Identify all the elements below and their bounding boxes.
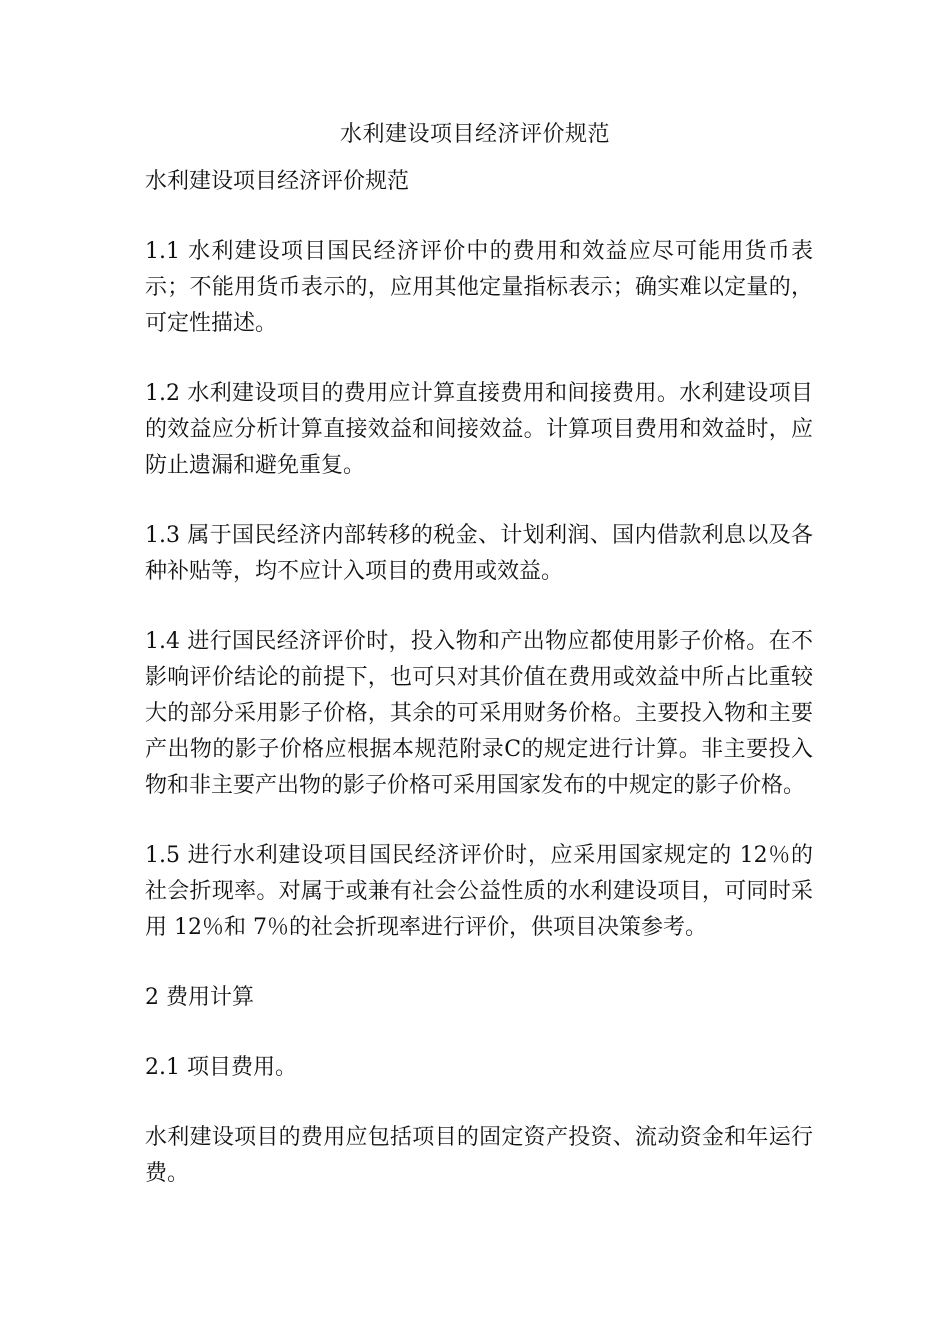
paragraph-1-1: 1.1 水利建设项目国民经济评价中的费用和效益应尽可能用货币表示；不能用货币表示的，应用其他定量指标表示；确实难以定量的，可定性描述。 — [145, 239, 813, 336]
paragraph-1-5: 1.5 进行水利建设项目国民经济评价时，应采用国家规定的 12％的社会折现率。对属于或兼有社会公益性质的水利建设项目，可同时采用 12％和 7％的社会折现率进行评价，供项目决策参考。 — [145, 843, 813, 940]
paragraph-1-3: 1.3 属于国民经济内部转移的税金、计划利润、国内借款利息以及各种补贴等，均不应计入项目的费用或效益。 — [145, 523, 813, 584]
section-heading-2: 2 费用计算 — [145, 985, 254, 1010]
paragraph-1-4: 1.4 进行国民经济评价时，投入物和产出物应都使用影子价格。在不影响评价结论的前提下，也可只对其价值在费用或效益中所占比重较大的部分采用影子价格，其余的可采用财务价格。主要投入物和主要产出物的影子价格应根据本规范附录C的规定进行计算。非主要投入物和非主要产出物的影子价格可采用国家发布的中规定的影子价格。 — [145, 629, 813, 798]
paragraph-2-1-body: 水利建设项目的费用应包括项目的固定资产投资、流动资金和年运行费。 — [145, 1125, 813, 1186]
paragraph-1-2: 1.2 水利建设项目的费用应计算直接费用和间接费用。水利建设项目的效益应分析计算直接效益和间接效益。计算项目费用和效益时，应防止遗漏和避免重复。 — [145, 381, 813, 478]
document-subtitle: 水利建设项目经济评价规范 — [145, 169, 410, 194]
document-body — [145, 164, 813, 1226]
document-title: 水利建设项目经济评价规范 — [339, 122, 610, 147]
section-heading-2-1: 2.1 项目费用。 — [145, 1055, 297, 1080]
